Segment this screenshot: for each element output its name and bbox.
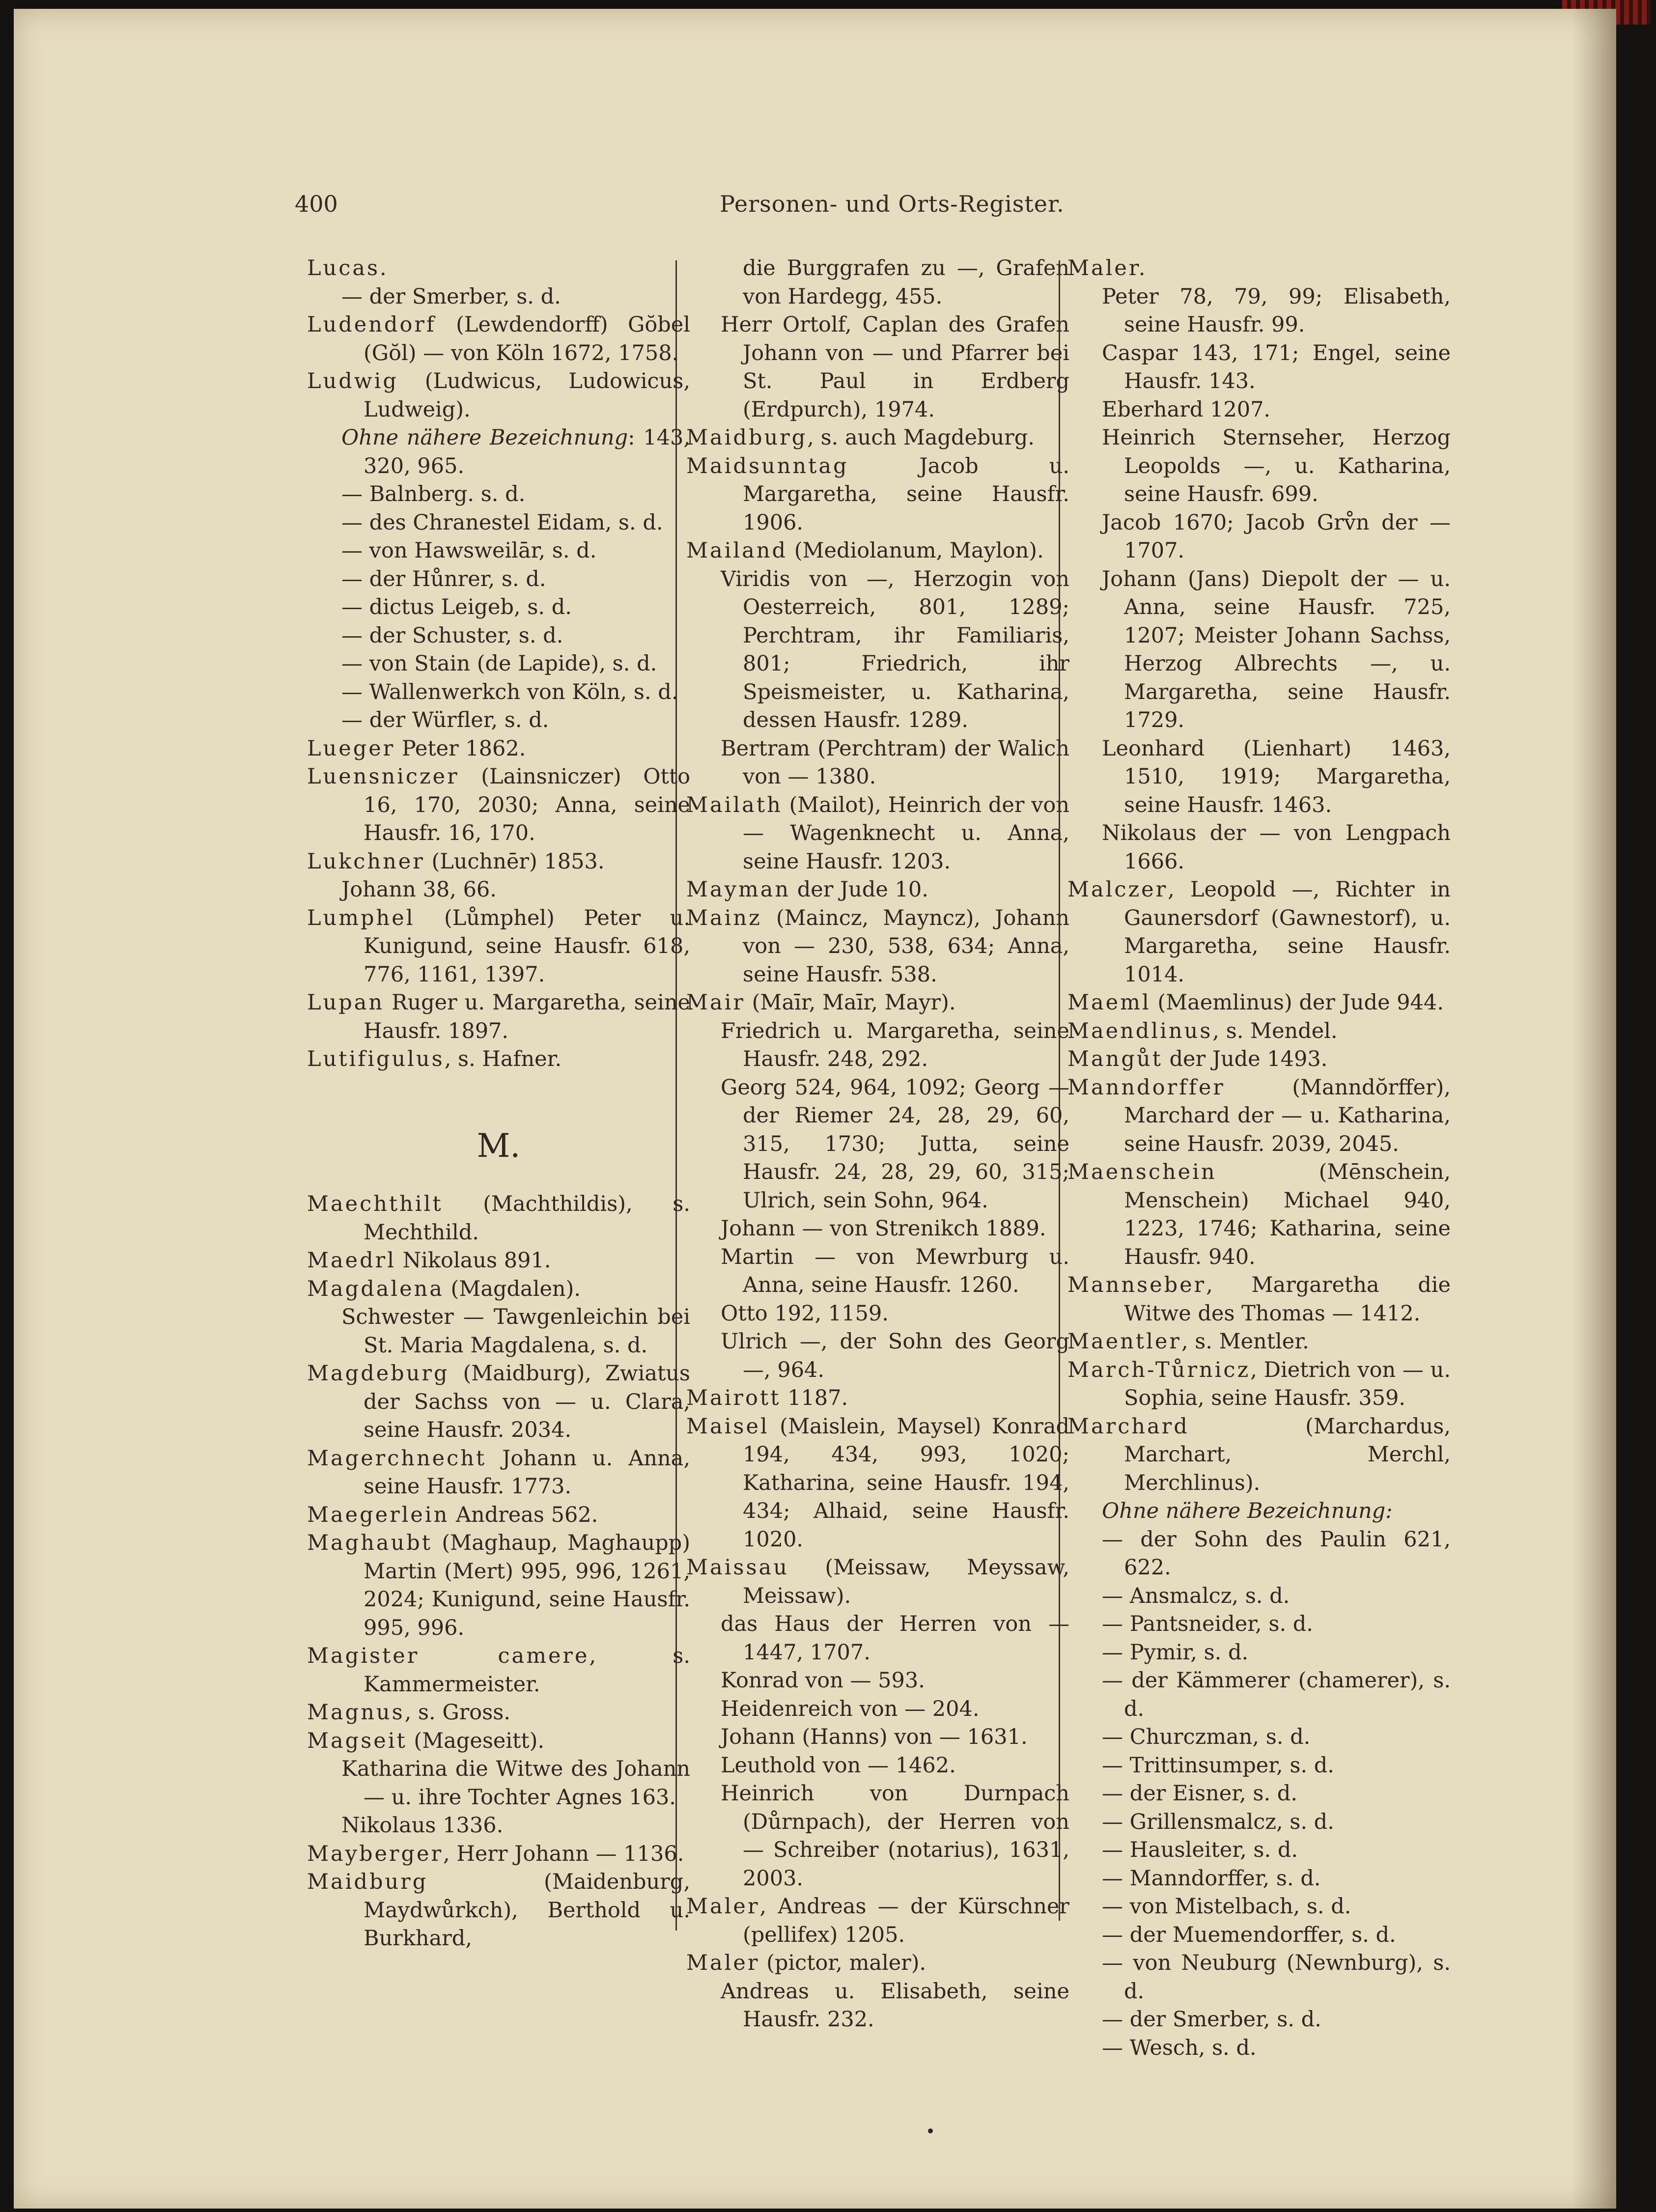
index-subentry: — Pantsneider, s. d. [1102,1612,1313,1636]
index-entry: March-Tůrnicz, Dietrich von — u. Sophia, seine Hausfr. 359. [1067,1357,1451,1410]
index-subentry: Nikolaus 1336. [341,1813,504,1838]
index-subentry: Schwester — Tawgenleichin bei St. Maria Magdalena, s. d. [341,1305,690,1358]
index-entry: Mainz (Maincz, Mayncz), Johann von — 230, 538, 634; Anna, seine Hausfr. 538. [686,905,1069,987]
index-subentry: Katharina die Witwe des Johann — u. ihre Tochter Agnes 163. [341,1757,690,1810]
index-entry: Maisel (Maislein, Maysel) Konrad 194, 434, 993, 1020; Katharina, seine Hausfr. 194, 434; Alhaid, seine Hausfr. 1020. [686,1414,1069,1552]
index-subentry: Georg 524, 964, 1092; Georg — der Riemer 24, 28, 29, 60, 315, 1730; Jutta, seine Hausfr. 24, 28, 29, 60, 315; Ulrich, sein Sohn, 964. [721,1075,1069,1213]
index-entry: Lucas. [307,256,389,280]
index-subentry: — Hausleiter, s. d. [1102,1838,1298,1862]
index-entry: Lupan Ruger u. Margaretha, seine Hausfr. 1897. [307,990,690,1043]
index-subentry: Eberhard 1207. [1102,397,1271,422]
index-subentry: Ohne nähere Bezeichnung: [1102,1499,1393,1523]
index-entry: Marchard (Marchardus, Marchart, Merchl, Merchlinus). [1067,1414,1451,1495]
index-entry: Magister camere, s. Kammermeister. [307,1644,691,1697]
index-entry: Ludendorf (Lewdendorff) Gŏbel (Gŏl) — von Köln 1672, 1758. [307,312,690,365]
index-column-2 [686,254,1069,2034]
index-subentry: Johann (Jans) Diepolt der — u. Anna, seine Hausfr. 725, 1207; Meister Johann Sachss, Herzog Albrechts —, u. Margaretha, seine Hausfr. 1729. [1102,566,1451,732]
index-subentry: — der Kämmerer (chamerer), s. d. [1102,1668,1451,1721]
index-entry: Magnus, s. Gross. [307,1700,510,1725]
index-entry: Mailand (Mediolanum, Maylon). [686,538,1044,563]
index-subentry: — der Schuster, s. d. [341,623,563,648]
page-number: 400 [295,191,338,217]
index-entry: Lueger Peter 1862. [307,736,526,761]
index-subentry: Heidenreich von — 204. [721,1696,980,1721]
index-subentry: Johann — von Strenikch 1889. [721,1216,1046,1241]
index-subentry: Ohne nähere Bezeichnung: 143, 320, 965. [341,425,690,478]
index-entry: Magerchnecht Johann u. Anna, seine Hausfr. 1773. [307,1446,690,1499]
index-entry: Magseit (Mageseitt). [307,1728,545,1753]
index-subentry: — dictus Leigeb, s. d. [341,595,572,619]
index-subentry: — Trittinsumper, s. d. [1102,1753,1334,1778]
index-entry: Maler (pictor, maler). [686,1951,926,1975]
index-entry: Mannseber, Margaretha die Witwe des Thomas — 1412. [1067,1273,1451,1326]
index-subentry: Peter 78, 79, 99; Elisabeth, seine Hausfr. 99. [1102,284,1451,337]
index-subentry: — der Hůnrer, s. d. [341,566,546,591]
index-subentry: Ulrich —, der Sohn des Georg —, 964. [721,1329,1069,1382]
index-entry: Mayberger, Herr Johann — 1136. [307,1841,684,1866]
index-entry: Maentler, s. Mentler. [1067,1329,1309,1354]
index-entry: Maissau (Meissaw, Meyssaw, Meissaw). [686,1555,1069,1608]
index-subentry: — Grillensmalcz, s. d. [1102,1809,1334,1834]
index-subentry: Jacob 1670; Jacob Grv̊n der — 1707. [1102,510,1451,563]
index-entry: Maler. [1067,256,1148,280]
index-entry: Maghaubt (Maghaup, Maghaupp) Martin (Mert) 995, 996, 1261, 2024; Kunigund, seine Hausfr. 995, 996. [307,1531,690,1640]
index-subentry: Viridis von —, Herzogin von Oesterreich, 801, 1289; Perchtram, ihr Familiaris, 801; Friedrich, ihr Speismeister, u. Katharina, dessen Hausfr. 1289. [721,566,1069,732]
index-subentry: das Haus der Herren von — 1447, 1707. [721,1612,1069,1665]
index-subentry: Bertram (Perchtram) der Walich von — 1380. [721,736,1069,789]
index-subentry: — der Smerber, s. d. [1102,2007,1321,2032]
index-entry: Magdeburg (Maidburg), Zwiatus der Sachss von — u. Clara, seine Hausfr. 2034. [307,1361,690,1442]
signature-mark-dot [928,2128,933,2133]
index-subentry: Nikolaus der — von Lengpach 1666. [1102,821,1451,874]
index-subentry: Leonhard (Lienhart) 1463, 1510, 1919; Margaretha, seine Hausfr. 1463. [1102,736,1451,817]
index-subentry: Otto 192, 1159. [721,1301,889,1326]
index-entry: Mairott 1187. [686,1386,848,1410]
index-entry: Maeml (Maemlinus) der Jude 944. [1067,990,1444,1015]
index-subentry: — der Würfler, s. d. [341,708,549,732]
index-subentry: — Pymir, s. d. [1102,1640,1249,1665]
section-heading-m: M. [477,1126,521,1165]
index-entry: Luensniczer (Lainsniczer) Otto 16, 170, 2030; Anna, seine Hausfr. 16, 170. [307,764,690,845]
index-subentry: Johann (Hanns) von — 1631. [721,1725,1028,1749]
index-subentry: — von Hawsweilār, s. d. [341,538,597,563]
index-entry: Maler, Andreas — der Kürschner (pellifex) 1205. [686,1894,1069,1947]
index-entry: Maidburg, s. auch Magdeburg. [686,425,1035,450]
index-subentry: Friedrich u. Margaretha, seine Hausfr. 248, 292. [721,1018,1069,1071]
index-entry: Mangůt der Jude 1493. [1067,1047,1328,1071]
index-entry: Mair (Maīr, Maīr, Mayr). [686,990,956,1015]
index-entry: Maendlinus, s. Mendel. [1067,1018,1338,1043]
index-subentry: Andreas u. Elisabeth, seine Hausfr. 232. [721,1979,1069,2032]
index-entry: Maidsunntag Jacob u. Margaretha, seine Hausfr. 1906. [686,453,1069,535]
index-subentry: — der Eisner, s. d. [1102,1781,1297,1806]
running-title: Personen- und Orts-Register. [720,191,1065,217]
index-subentry: Herr Ortolf, Caplan des Grafen Johann von — und Pfarrer bei St. Paul in Erdberg (Erdpurch), 1974. [721,312,1069,422]
index-entry: Maechthilt (Machthildis), s. Mechthild. [307,1192,690,1245]
index-column-1 [307,254,690,1953]
index-continuation: die Burggrafen zu —, Grafen von Hardegg, 455. [743,256,1069,309]
index-subentry: Martin — von Mewrburg u. Anna, seine Hausfr. 1260. [721,1244,1069,1297]
index-subentry: Leuthold von — 1462. [721,1753,956,1778]
index-subentry: — der Muemendorffer, s. d. [1102,1922,1396,1947]
index-entry: Maenschein (Mēnschein, Menschein) Michael 940, 1223, 1746; Katharina, seine Hausfr. 940. [1067,1160,1451,1269]
index-subentry: — der Smerber, s. d. [341,284,561,309]
index-entry: Lumphel (Lůmphel) Peter u. Kunigund, seine Hausfr. 618, 776, 1161, 1397. [307,905,690,987]
index-subentry: — Wesch, s. d. [1102,2035,1257,2060]
index-subentry: — von Neuburg (Newnburg), s. d. [1102,1951,1451,2004]
index-subentry: Konrad von — 593. [721,1668,925,1693]
index-entry: Lukchner (Luchnēr) 1853. [307,849,605,874]
index-subentry: Heinrich von Durnpach (Důrnpach), der Herren von — Schreiber (notarius), 1631, 2003. [721,1781,1069,1891]
index-entry: Mailath (Mailot), Heinrich der von — Wagenknecht u. Anna, seine Hausfr. 1203. [686,792,1069,874]
index-subentry: Caspar 143, 171; Engel, seine Hausfr. 143. [1102,340,1451,393]
index-entry: Magdalena (Magdalen). [307,1276,581,1301]
index-entry: Maedrl Nikolaus 891. [307,1248,551,1273]
index-subentry: Heinrich Sternseher, Herzog Leopolds —, u. Katharina, seine Hausfr. 699. [1102,425,1451,506]
index-subentry: — des Chranestel Eidam, s. d. [341,510,663,535]
index-entry: Maidburg (Maidenburg, Maydwůrkch), Berthold u. Burkhard, [307,1870,690,1951]
index-subentry: — der Sohn des Paulin 621, 622. [1102,1527,1451,1580]
index-entry: Ludwig (Ludwicus, Ludowicus, Ludweig). [307,369,690,422]
index-entry: Malczer, Leopold —, Richter in Gaunersdorf (Gawnestorf), u. Margaretha, seine Hausfr. 1014. [1067,877,1451,987]
index-subentry: — von Mistelbach, s. d. [1102,1894,1351,1919]
index-entry: Maegerlein Andreas 562. [307,1502,598,1527]
index-subentry: — Balnberg. s. d. [341,482,526,506]
index-entry: Lutifigulus, s. Hafner. [307,1047,562,1071]
page-gutter-shadow [1572,9,1616,2209]
index-entry: Manndorffer (Manndŏrffer), Marchard der — u. Katharina, seine Hausfr. 2039, 2045. [1067,1075,1451,1156]
index-subentry: — von Stain (de Lapide), s. d. [341,651,657,676]
index-subentry: — Manndorffer, s. d. [1102,1866,1321,1891]
index-entry: Mayman der Jude 10. [686,877,928,902]
index-subentry: — Ansmalcz, s. d. [1102,1583,1290,1608]
index-subentry: Johann 38, 66. [341,877,497,902]
index-subentry: — Churczman, s. d. [1102,1725,1311,1749]
index-subentry: — Wallenwerkch von Köln, s. d. [341,679,678,704]
index-column-3 [1067,254,1451,2062]
